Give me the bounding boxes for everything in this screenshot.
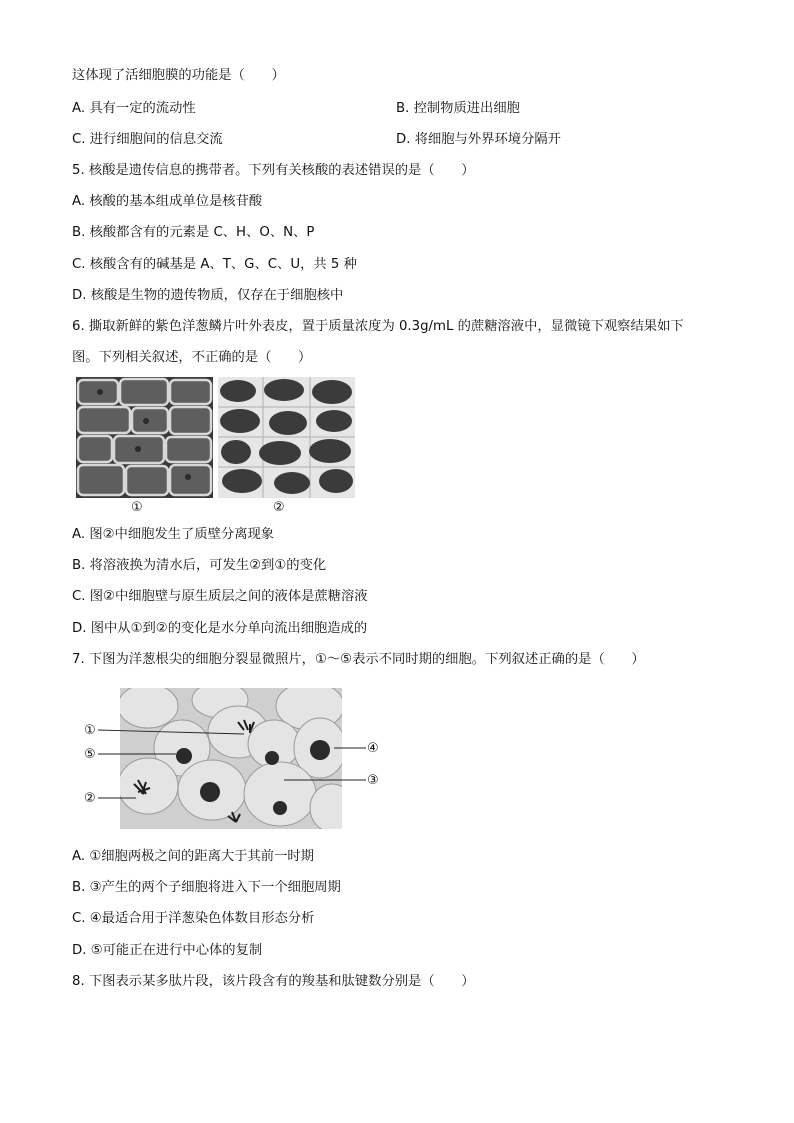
q4-stem: 这体现了活细胞膜的功能是（ ）	[72, 68, 285, 83]
q6-micrograph-1	[76, 377, 213, 502]
q6-micrograph-2	[218, 377, 355, 502]
q6-option-b: B. 将溶液换为清水后，可发生②到①的变化	[72, 558, 327, 573]
q7-label-2: ②	[84, 791, 96, 806]
q4-option-d: D. 将细胞与外界环境分隔开	[396, 132, 561, 147]
q5-stem: 5. 核酸是遗传信息的携带者。下列有关核酸的表述错误的是（ ）	[72, 163, 475, 178]
q4-option-c: C. 进行细胞间的信息交流	[72, 132, 223, 147]
q6-figure-label-1: ①	[131, 500, 143, 515]
q6-stem-line1: 6. 撕取新鲜的紫色洋葱鳞片叶外表皮，置于质量浓度为 0.3g/mL 的蔗糖溶液中，显微镜下观察结果如下	[72, 319, 684, 334]
q4-option-a: A. 具有一定的流动性	[72, 101, 196, 116]
q4-option-b: B. 控制物质进出细胞	[396, 101, 520, 116]
q6-option-a: A. 图②中细胞发生了质壁分离现象	[72, 527, 275, 542]
q6-option-c: C. 图②中细胞壁与原生质层之间的液体是蔗糖溶液	[72, 589, 368, 604]
q5-option-b: B. 核酸都含有的元素是 C、H、O、N、P	[72, 225, 315, 240]
q7-option-c: C. ④最适合用于洋葱染色体数目形态分析	[72, 911, 315, 926]
q7-stem: 7. 下图为洋葱根尖的细胞分裂显微照片，①～⑤表示不同时期的细胞。下列叙述正确的是（ ）	[72, 652, 645, 667]
q7-label-1: ①	[84, 723, 96, 738]
q8-stem: 8. 下图表示某多肽片段，该片段含有的羧基和肽键数分别是（ ）	[72, 974, 475, 989]
q7-label-3: ③	[367, 773, 379, 788]
q7-option-a: A. ①细胞两极之间的距离大于其前一时期	[72, 849, 314, 864]
q5-option-d: D. 核酸是生物的遗传物质，仅存在于细胞核中	[72, 288, 344, 303]
onion-cells-turgid-image	[76, 377, 213, 498]
q6-stem-line2: 图。下列相关叙述，不正确的是（ ）	[72, 350, 312, 365]
q7-option-b: B. ③产生的两个子细胞将进入下一个细胞周期	[72, 880, 341, 895]
q7-leader-lines	[84, 688, 384, 829]
onion-cells-plasmolysed-image	[218, 377, 355, 498]
q7-label-4: ④	[367, 741, 379, 756]
q5-option-c: C. 核酸含有的碱基是 A、T、G、C、U，共 5 种	[72, 257, 357, 272]
q5-option-a: A. 核酸的基本组成单位是核苷酸	[72, 194, 263, 209]
q6-figure-label-2: ②	[273, 500, 285, 515]
q7-label-5: ⑤	[84, 747, 96, 762]
q7-option-d: D. ⑤可能正在进行中心体的复制	[72, 943, 263, 958]
q6-option-d: D. 图中从①到②的变化是水分单向流出细胞造成的	[72, 621, 368, 636]
